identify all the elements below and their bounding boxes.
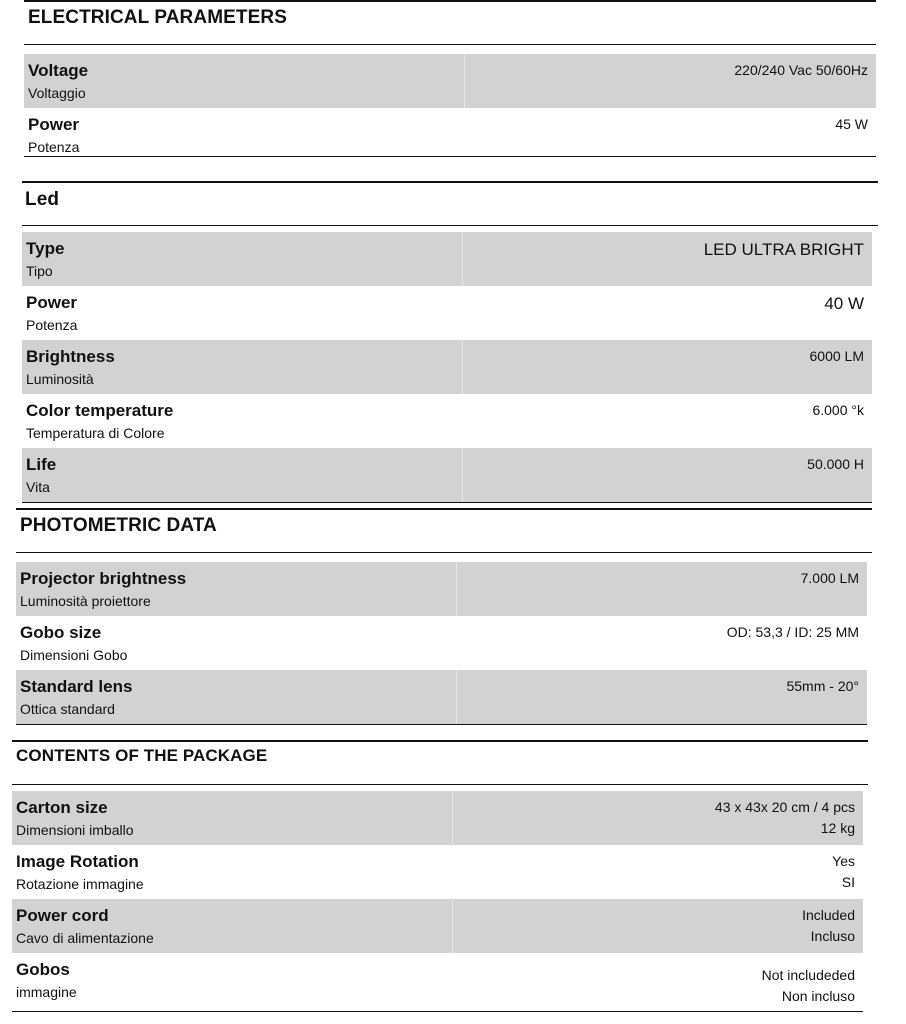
spec-value: 40 W [824, 294, 864, 313]
spec-row [16, 562, 867, 616]
spec-label: Type [26, 239, 65, 258]
spec-sublabel: Ottica standard [20, 701, 115, 717]
spec-value: OD: 53,3 / ID: 25 MM [726, 624, 859, 640]
spec-value-line: Included [802, 907, 855, 923]
electrical-section [24, 0, 876, 157]
section-title: Led [25, 189, 60, 210]
spec-value-line: 12 kg [820, 820, 855, 836]
spec-sublabel: Vita [26, 479, 50, 495]
spec-label: Projector brightness [20, 569, 187, 588]
spec-value-line: SI [841, 874, 855, 890]
spec-row [12, 953, 863, 1011]
spec-value: 7.000 LM [800, 570, 859, 586]
spec-label: Brightness [26, 347, 115, 366]
spec-row [24, 54, 876, 108]
spec-row [22, 448, 872, 502]
spec-label: Power [28, 115, 80, 134]
section-header [12, 740, 868, 785]
spec-value: 6.000 °k [812, 402, 864, 418]
spec-row [22, 286, 872, 340]
spec-sublabel: Tipo [26, 263, 53, 279]
spec-row [24, 108, 876, 156]
spec-sublabel: Rotazione immagine [16, 876, 144, 892]
spec-label: Carton size [16, 798, 108, 817]
package-section [12, 740, 868, 1012]
spec-value [715, 797, 855, 839]
spec-sublabel: Dimensioni Gobo [20, 647, 128, 663]
spec-row [22, 340, 872, 394]
spec-value: 50.000 H [807, 456, 864, 472]
spec-sublabel: immagine [16, 984, 77, 1000]
section-header [24, 0, 876, 45]
spec-label: Gobo size [20, 623, 102, 642]
spec-sublabel: Luminosità [26, 371, 94, 387]
section-header [22, 181, 878, 226]
spec-row [16, 616, 867, 670]
spec-rows [12, 791, 863, 1012]
spec-value-line: Non incluso [781, 988, 855, 1004]
spec-value-line: Not includeded [761, 967, 855, 983]
spec-rows [24, 54, 876, 157]
spec-value [762, 965, 855, 1007]
spec-value [832, 851, 855, 893]
section-title: ELECTRICAL PARAMETERS [28, 7, 287, 28]
spec-label: Image Rotation [16, 852, 139, 871]
spec-sublabel: Cavo di alimentazione [16, 930, 154, 946]
spec-value: 45 W [835, 116, 868, 132]
spec-sublabel: Potenza [26, 317, 78, 333]
spec-row [22, 232, 872, 286]
spec-row [12, 899, 863, 953]
photometric-section [16, 508, 872, 725]
spec-value: 6000 LM [809, 348, 864, 364]
section-title: PHOTOMETRIC DATA [20, 515, 217, 536]
spec-rows [22, 232, 872, 503]
section-header [16, 508, 872, 553]
spec-sublabel: Dimensioni imballo [16, 822, 134, 838]
spec-value: 220/240 Vac 50/60Hz [734, 62, 868, 78]
spec-label: Voltage [28, 61, 89, 80]
spec-sublabel: Temperatura di Colore [26, 425, 165, 441]
spec-label: Color temperature [26, 401, 174, 420]
spec-label: Gobos [16, 960, 70, 979]
led-section [22, 181, 878, 503]
spec-rows [16, 562, 867, 725]
spec-sublabel: Voltaggio [28, 85, 86, 101]
spec-sublabel: Potenza [28, 139, 80, 155]
spec-label: Standard lens [20, 677, 133, 696]
section-title: CONTENTS OF THE PACKAGE [16, 746, 268, 765]
spec-sublabel: Luminosità proiettore [20, 593, 151, 609]
spec-row [16, 670, 867, 724]
spec-label: Power cord [16, 906, 109, 925]
spec-row [22, 394, 872, 448]
spec-label: Power [26, 293, 78, 312]
spec-value-line: 43 x 43x 20 cm / 4 pcs [714, 799, 855, 815]
spec-label: Life [26, 455, 57, 474]
spec-value: LED ULTRA BRIGHT [703, 240, 864, 259]
spec-value-line: Yes [832, 853, 855, 869]
spec-row [12, 845, 863, 899]
spec-value [802, 905, 855, 947]
spec-value: 55mm - 20° [786, 678, 859, 694]
spec-row [12, 791, 863, 845]
spec-value-line: Incluso [810, 928, 855, 944]
